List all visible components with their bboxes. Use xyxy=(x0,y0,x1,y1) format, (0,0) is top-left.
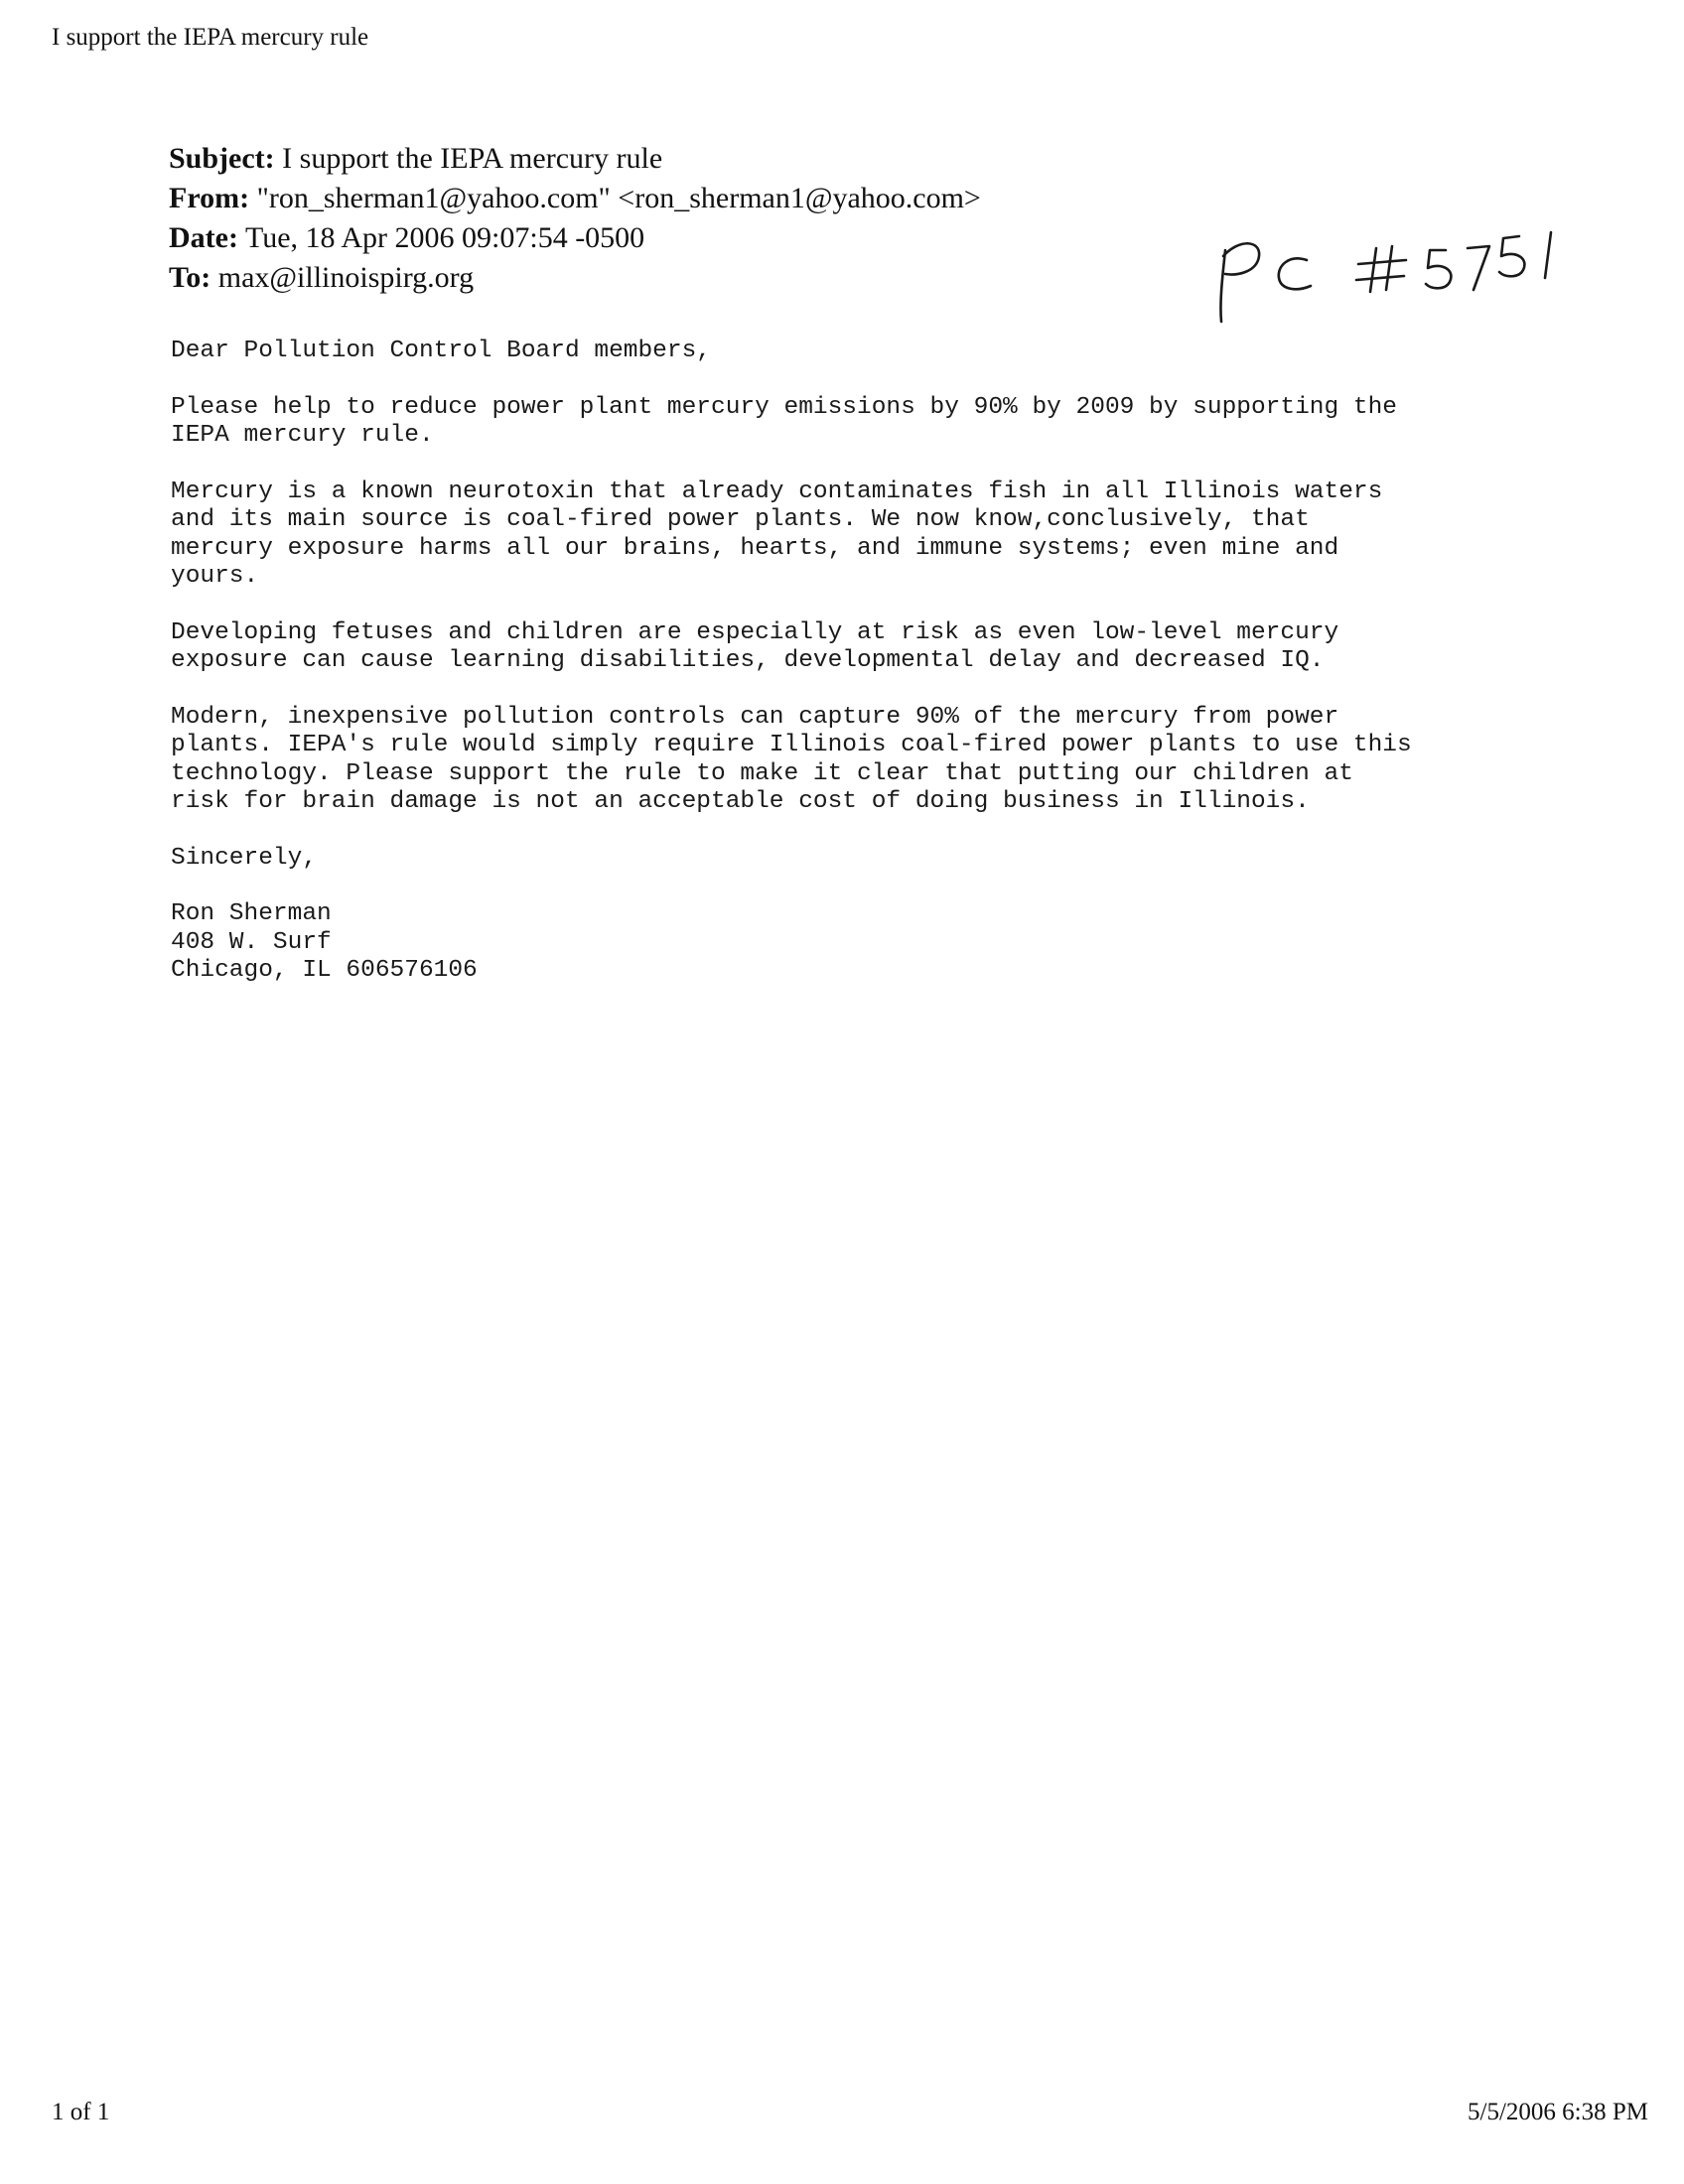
paragraph-2: Mercury is a known neurotoxin that already contaminates fish in all Illinois waters and its main source is coal-fired power plants. We now know,conclusively, that mercury exposure harms all our brains, hearts, and immune systems; even mine and yours. xyxy=(171,478,1383,590)
from-row xyxy=(169,179,981,218)
paragraph-3: Developing fetuses and children are especially at risk as even low-level mercury exposure can cause learning disabilities, developmental delay and decreased IQ. xyxy=(171,618,1339,674)
date-label: Date: xyxy=(169,221,238,254)
date-value: Tue, 18 Apr 2006 09:07:54 -0500 xyxy=(244,221,645,254)
closing: Sincerely, xyxy=(171,844,318,872)
letter-body xyxy=(171,338,1561,986)
page-header-title: I support the IEPA mercury rule xyxy=(52,24,369,51)
date-row xyxy=(169,218,981,258)
signature-block: Ron Sherman 408 W. Surf Chicago, IL 606576106 xyxy=(171,900,478,984)
to-label: To: xyxy=(169,261,211,294)
subject-value: I support the IEPA mercury rule xyxy=(282,142,663,175)
to-value: max@illinoispirg.org xyxy=(217,261,475,294)
salutation: Dear Pollution Control Board members, xyxy=(171,338,711,364)
page-count: 1 of 1 xyxy=(52,2099,110,2125)
subject-label: Subject: xyxy=(169,142,275,175)
subject-row xyxy=(169,139,981,179)
from-value: "ron_sherman1@yahoo.com" <ron_sherman1@yahoo.com> xyxy=(256,182,981,214)
from-label: From: xyxy=(169,182,250,214)
to-row xyxy=(169,258,981,298)
email-headers xyxy=(169,139,981,298)
print-timestamp: 5/5/2006 6:38 PM xyxy=(1468,2099,1648,2125)
handwritten-pc-number-stamp xyxy=(1211,230,1569,340)
paragraph-4: Modern, inexpensive pollution controls can capture 90% of the mercury from power plants. IEPA's rule would simply require Illinois coal-fired power plants to use this technology. Please support the rule to make it clear that putting our children at risk for brain damage is not an acceptable cost of doing business in Illinois. xyxy=(171,703,1412,815)
paragraph-1: Please help to reduce power plant mercury emissions by 90% by 2009 by supporting the IEPA mercury rule. xyxy=(171,393,1398,449)
